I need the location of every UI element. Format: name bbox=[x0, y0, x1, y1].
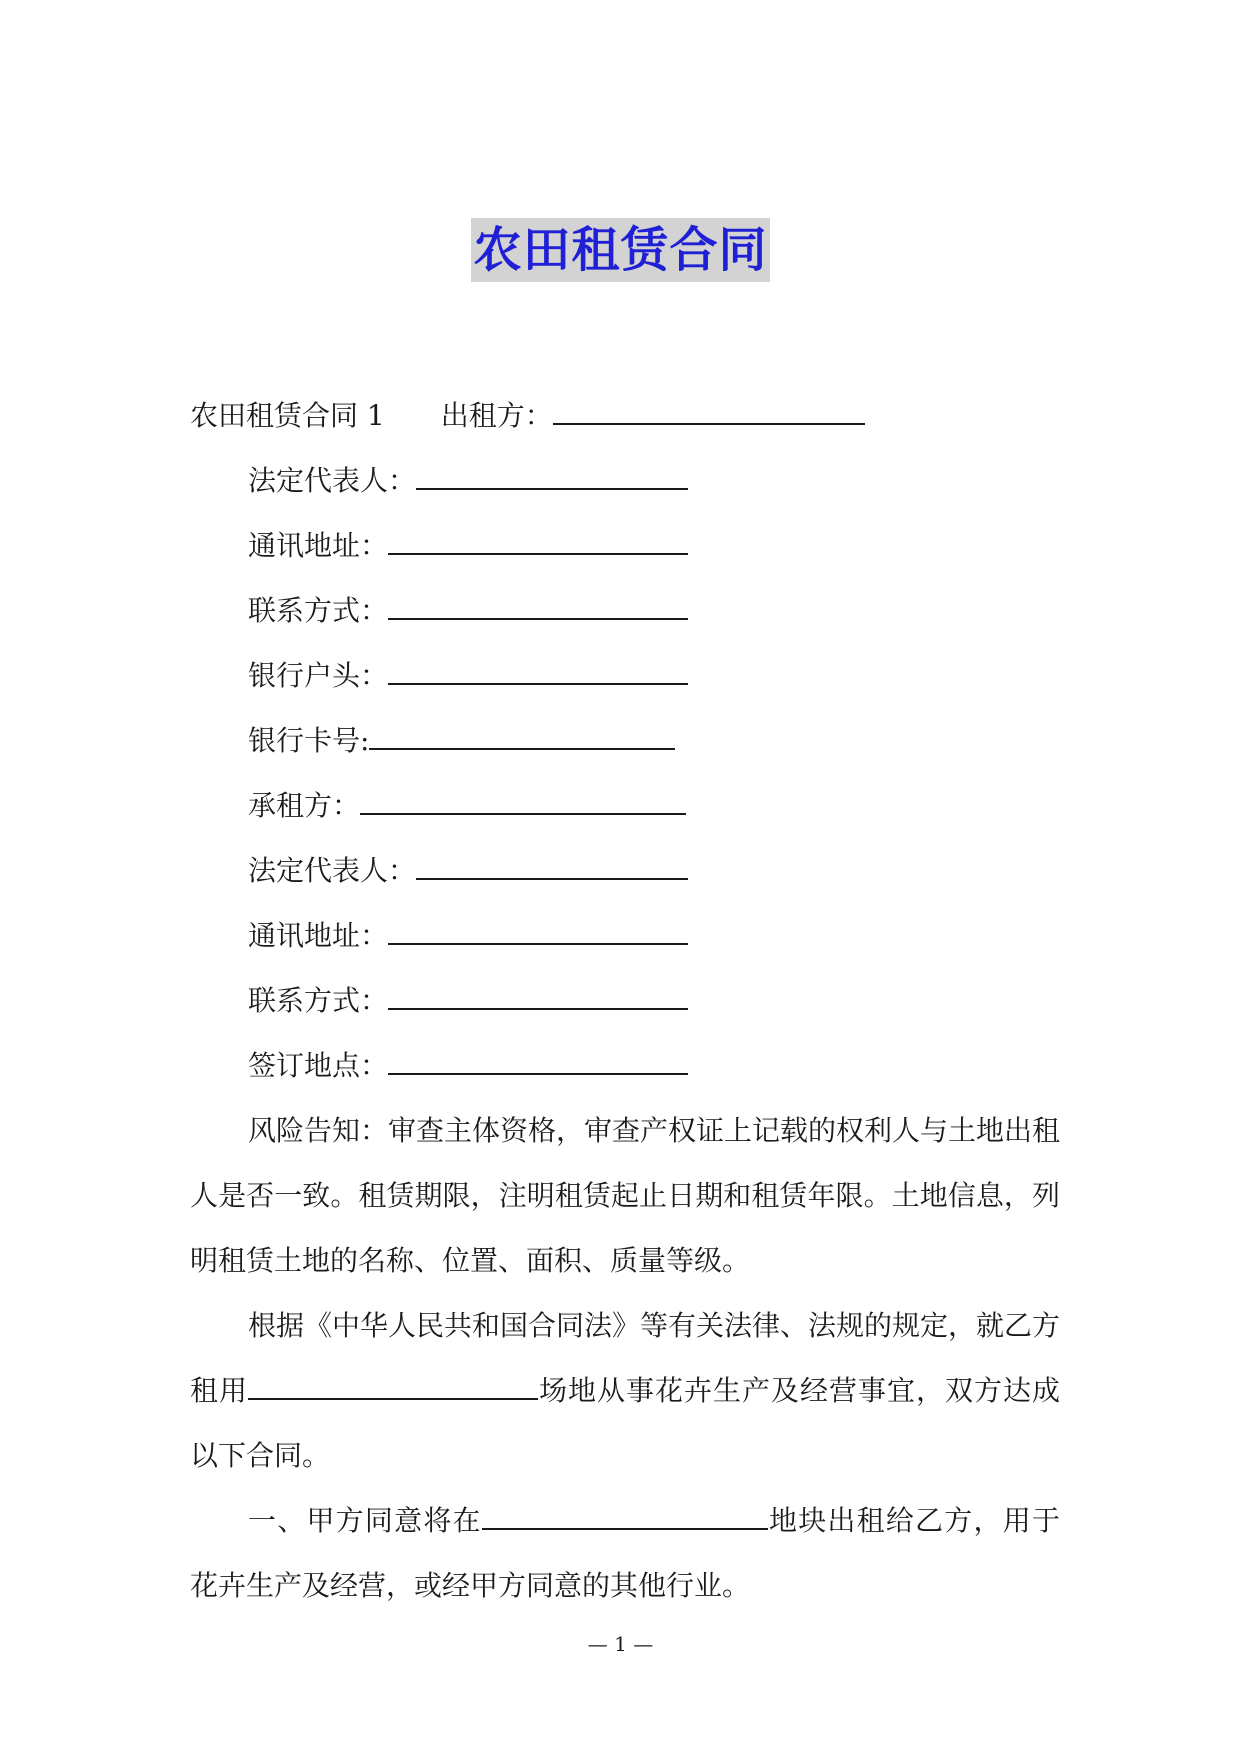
field-label: 通讯地址： bbox=[248, 529, 389, 562]
document-body bbox=[190, 383, 1060, 1618]
field-label: 银行户头： bbox=[248, 659, 389, 692]
form-field bbox=[190, 773, 1060, 838]
form-field bbox=[190, 903, 1060, 968]
plot-blank bbox=[482, 1504, 768, 1530]
clause-one-text-after: 地块出租给乙方，用于花卉生产及经营，或经甲方同意的其他行业。 bbox=[190, 1504, 1060, 1602]
form-field bbox=[190, 513, 1060, 578]
field-blank bbox=[369, 724, 675, 750]
field-blank bbox=[388, 919, 688, 945]
field-blank bbox=[388, 594, 688, 620]
field-label: 签订地点： bbox=[248, 1049, 389, 1082]
field-label: 通讯地址： bbox=[248, 919, 389, 952]
basis-text-before: 根据《中华人民共和国合同法》等有关法律、法规的规定，就乙方租用 bbox=[190, 1309, 1061, 1407]
contract-heading: 农田租赁合同 1 bbox=[190, 399, 385, 432]
clause-one-paragraph bbox=[190, 1488, 1060, 1618]
form-field bbox=[190, 968, 1060, 1033]
field-blank bbox=[416, 854, 688, 880]
page-number: — 1 — bbox=[587, 1632, 654, 1656]
document-title: 农田租赁合同 bbox=[471, 218, 769, 282]
lessor-blank bbox=[553, 399, 865, 425]
field-blank bbox=[388, 984, 688, 1010]
field-blank bbox=[388, 1049, 688, 1075]
risk-notice-paragraph: 风险告知：审查主体资格，审查产权证上记载的权利人与土地出租人是否一致。租赁期限，注明租赁起止日期和租赁年限。土地信息，列明租赁土地的名称、位置、面积、质量等级。 bbox=[190, 1114, 1061, 1277]
form-field bbox=[190, 448, 1060, 513]
field-blank bbox=[388, 659, 688, 685]
title-area bbox=[0, 218, 1241, 282]
basis-paragraph bbox=[190, 1293, 1060, 1488]
field-label: 联系方式： bbox=[248, 594, 389, 627]
field-label: 法定代表人： bbox=[248, 854, 417, 887]
form-field bbox=[190, 1033, 1060, 1098]
field-blank bbox=[388, 529, 688, 555]
field-label: 联系方式： bbox=[248, 984, 389, 1017]
field-label: 法定代表人： bbox=[248, 464, 417, 497]
field-blank bbox=[360, 789, 686, 815]
field-label: 承租方： bbox=[248, 789, 361, 822]
form-field bbox=[190, 838, 1060, 903]
field-label: 银行卡号: bbox=[248, 724, 370, 757]
basis-text-after: 场地从事花卉生产及经营事宜，双方达成以下合同。 bbox=[190, 1374, 1060, 1472]
form-field bbox=[190, 578, 1060, 643]
site-blank bbox=[248, 1374, 538, 1400]
clause-one-text-before: 一、甲方同意将在 bbox=[248, 1504, 482, 1537]
lessor-label: 出租方： bbox=[440, 399, 553, 432]
form-field bbox=[190, 708, 1060, 773]
lessor-line bbox=[190, 383, 1060, 448]
field-blank bbox=[416, 464, 688, 490]
form-field bbox=[190, 643, 1060, 708]
